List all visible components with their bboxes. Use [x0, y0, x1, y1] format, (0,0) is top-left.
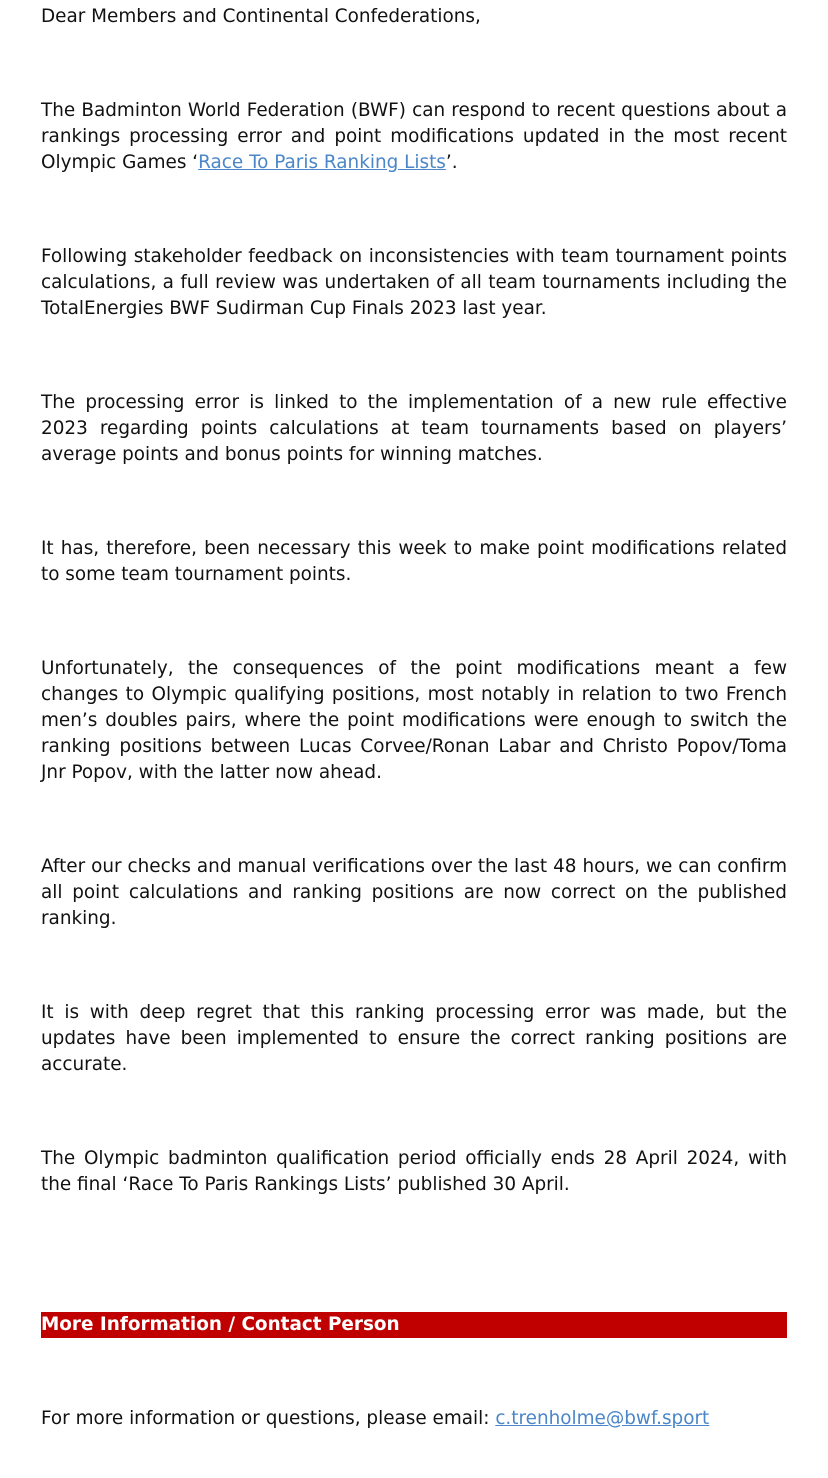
paragraph-intro [41, 98, 787, 176]
greeting: Dear Members and Continental Confederations, [41, 6, 481, 27]
contact-line [41, 1406, 787, 1432]
contact-email-link[interactable]: c.trenholme@bwf.sport [495, 1408, 710, 1429]
letter-body [41, 4, 787, 1198]
paragraph-review: Following stakeholder feedback on inconsistencies with team tournament points calculations, a full review was undertaken of all team tournaments including the TotalEnergies BWF Sudirman Cup Finals 2023 last year. [41, 246, 787, 319]
paragraph-verification: After our checks and manual verifications over the last 48 hours, we can confirm all point calculations and ranking positions are now correct on the published ranking. [41, 856, 787, 929]
paragraph-regret: It is with deep regret that this ranking processing error was made, but the updates have been implemented to ensure the correct ranking positions are accurate. [41, 1002, 787, 1075]
paragraph-modifications: It has, therefore, been necessary this week to make point modifications related to some team tournament points. [41, 538, 787, 585]
contact-text: For more information or questions, please email: [41, 1408, 496, 1429]
paragraph-qualification-period: The Olympic badminton qualification period officially ends 28 April 2024, with the final ‘Race To Paris Rankings Lists’ published 30 April. [41, 1148, 787, 1195]
paragraph-intro-end: ’. [445, 152, 458, 173]
race-to-paris-ranking-lists-link[interactable]: Race To Paris Ranking Lists [198, 152, 446, 173]
more-information-section-header: More Information / Contact Person [41, 1312, 787, 1338]
paragraph-intro-text: The Badminton World Federation (BWF) can respond to recent questions about a rankings processing error and point modifications updated in the most recent Olympic Games ‘ [41, 100, 787, 173]
paragraph-error: The processing error is linked to the implementation of a new rule effective 2023 regarding points calculations at team tournaments based on players’ average points and bonus points for winning matches. [41, 392, 787, 465]
paragraph-consequences: Unfortunately, the consequences of the point modifications meant a few changes to Olympic qualifying positions, most notably in relation to two French men’s doubles pairs, where the point modifications were enough to switch the ranking positions between Lucas Corvee/Ronan Labar and Christo Popov/Toma Jnr Popov, with the latter now ahead. [41, 658, 787, 783]
